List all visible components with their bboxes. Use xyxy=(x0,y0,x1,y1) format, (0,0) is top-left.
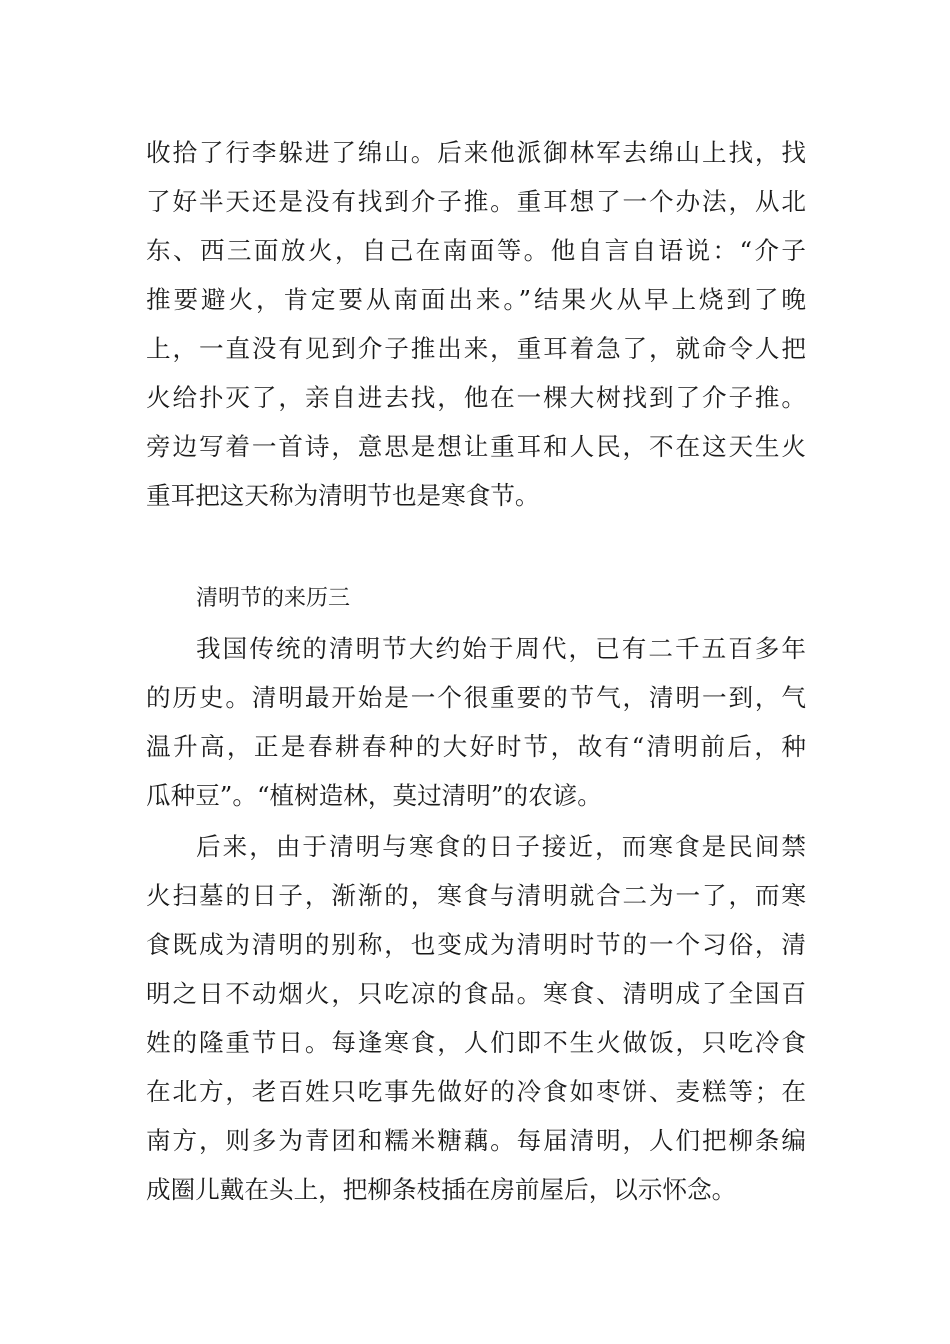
text-line: 姓的隆重节日。每逢寒食，人们即不生火做饭，只吃冷食 xyxy=(146,1028,806,1057)
text-line: 火扫墓的日子，渐渐的，寒食与清明就合二为一了，而寒 xyxy=(146,881,806,910)
text-line: 旁边写着一首诗，意思是想让重耳和人民，不在这天生火 xyxy=(146,432,806,461)
text-line: 明之日不动烟火，只吃凉的食品。寒食、清明成了全国百 xyxy=(146,979,806,1008)
text-line: 在北方，老百姓只吃事先做好的冷食如枣饼、麦糕等；在 xyxy=(146,1077,806,1106)
text-line: 后来，由于清明与寒食的日子接近，而寒食是民间禁 xyxy=(196,832,806,861)
text-line: 我国传统的清明节大约始于周代，已有二千五百多年 xyxy=(196,634,806,663)
text-line: 成圈儿戴在头上，把柳条枝插在房前屋后，以示怀念。 xyxy=(146,1175,737,1204)
text-line: 南方，则多为青团和糯米糖藕。每届清明，人们把柳条编 xyxy=(146,1126,806,1155)
text-line: 了好半天还是没有找到介子推。重耳想了一个办法，从北 xyxy=(146,187,806,216)
text-line: 火给扑灭了，亲自进去找，他在一棵大树找到了介子推。 xyxy=(146,383,806,412)
text-line: 食既成为清明的别称，也变成为清明时节的一个习俗，清 xyxy=(146,930,806,959)
text-line: 重耳把这天称为清明节也是寒食节。 xyxy=(146,481,540,510)
section-heading: 清明节的来历三 xyxy=(196,586,351,611)
text-line: 上，一直没有见到介子推出来，重耳着急了，就命令人把 xyxy=(146,334,806,363)
text-line: 的历史。清明最开始是一个很重要的节气，清明一到，气 xyxy=(146,683,806,712)
text-line: 东、西三面放火，自己在南面等。他自言自语说：“介子 xyxy=(146,236,806,265)
text-line: 推要避火，肯定要从南面出来。”结果火从早上烧到了晚 xyxy=(146,285,806,314)
text-line: 收拾了行李躲进了绵山。后来他派御林军去绵山上找，找 xyxy=(146,138,806,167)
text-line: 瓜种豆”。“植树造林，莫过清明”的农谚。 xyxy=(146,781,602,810)
text-line: 温升高，正是春耕春种的大好时节，故有“清明前后，种 xyxy=(146,732,806,761)
